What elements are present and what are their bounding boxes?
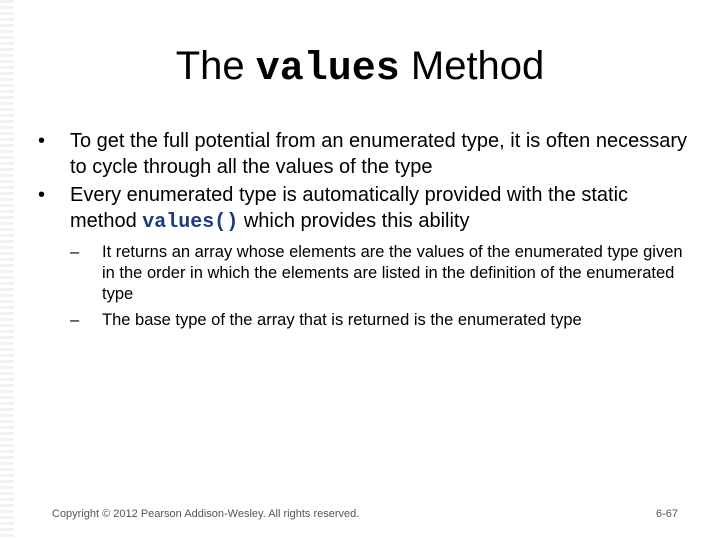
copyright-footer: Copyright © 2012 Pearson Addison-Wesley. All rights reserved. [52,508,360,520]
page-number: 6-67 [655,508,678,520]
slide-title [40,40,680,96]
subbullet-list [70,242,688,331]
bullet-list [38,128,688,336]
bullet-item [38,182,688,236]
bullet-text-post: which provides this ability [238,210,470,232]
title-prefix: The [175,44,256,88]
subbullet-item [70,242,688,305]
subbullet-marker: – [70,243,80,261]
subbullet-item [70,310,688,331]
bullet-item [38,128,688,180]
bullet-marker: • [38,130,46,152]
bullet-code: values() [142,211,239,234]
bullet-text-pre: Every enumerated type is automatically provided with the static method [70,184,629,232]
bullet-marker: • [38,184,46,206]
bullet-text: To get the full potential from an enumerated type, it is often necessary to cycle through all the values of the type [70,130,688,178]
left-decorative-stripe [0,0,14,540]
subbullet-marker: – [70,311,80,329]
subbullet-text: The base type of the array that is returned is the enumerated type [102,311,582,329]
subbullet-text: It returns an array whose elements are the values of the enumerated type given in the order in which the elements are listed in the definition of the enumerated type [102,243,683,303]
title-code: values [255,47,400,92]
title-suffix: Method [399,44,545,88]
